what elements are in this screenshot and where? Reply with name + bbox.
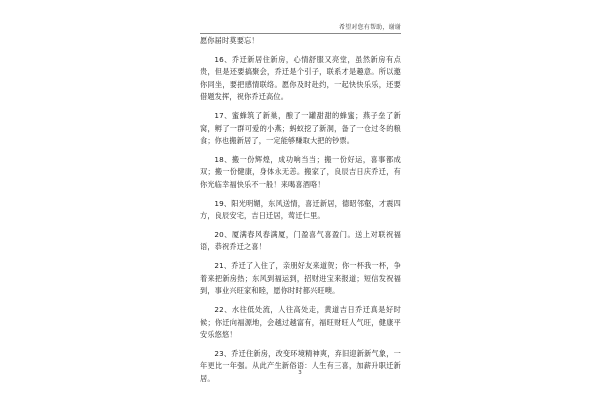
- paragraph: 19、阳光明媚，东风送情，喜迁新居，德昭邻壑，才震四方，良辰安宅，吉日迁居，莺迁仁里。: [200, 198, 401, 221]
- header-divider: [200, 33, 401, 34]
- page-number: 3: [298, 370, 302, 376]
- paragraph: 20、厦满春风春满厦，门盈喜气喜盈门。送上对联祝福语，恭祝乔迁之喜！: [200, 229, 401, 252]
- document-body: [200, 35, 401, 392]
- paragraph: 17、蜜蜂筑了新巢，酿了一罐甜甜的蜂蜜；燕子垒了新窝，孵了一群可爱的小燕；蚂蚁挖了新洞，备了一仓过冬的粮食；你也搬新居了，一定能够赚取大把的钞票。: [200, 111, 401, 146]
- paragraph: 18、搬一份辉煌，成功响当当；搬一份好运，喜事都成双；搬一份健康，身体永无恙。搬家了，良辰吉日庆乔迁，有你光临幸福快乐不一般！来喝喜酒咯！: [200, 154, 401, 189]
- paragraph: 愿你届时莫要忘！: [200, 36, 259, 45]
- page-header: 希望对您有帮助，谢谢: [338, 24, 401, 31]
- paragraph: 21、乔迁了入住了，亲朋好友来道贺；你一杯我一杯，争着来把新房热；东风到福运到，招财进宝来报道；短信发祝福到，事业兴旺家和睦，愿你时时都兴旺噢。: [200, 261, 401, 296]
- paragraph: 22、水往低处流，人往高处走，黄道吉日乔迁真是好时候；你迁向福源地，会越过越富有，福旺财旺人气旺，健康平安乐悠悠！: [200, 305, 401, 340]
- paragraph: 16、乔迁新居住新房，心情舒服又亮堂，虽然新房有点贵，但是还要搞聚会，乔迁是个引子，联系才是趣意。所以邀你同坐，要把感情联络。愿你及时赴约，一起快快乐乐，还要借题发挥，祝你乔迁高位。: [200, 54, 401, 102]
- paragraph: 23、乔迁住新房，改变环境精神爽，弃旧迎新新气象，一年更比一年强。从此产生新俗语：人生有三喜，加薪升职迁新居。: [200, 348, 401, 383]
